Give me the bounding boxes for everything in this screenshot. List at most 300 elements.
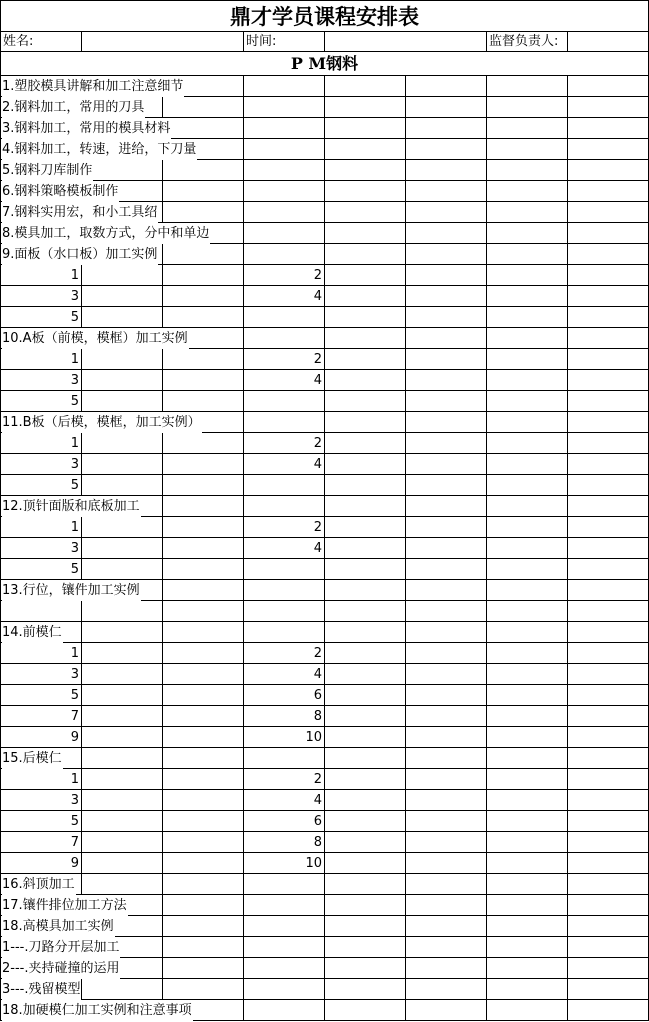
table-cell[interactable]	[325, 370, 406, 391]
table-cell[interactable]	[568, 979, 649, 1000]
table-cell[interactable]	[163, 601, 244, 622]
table-cell[interactable]	[325, 244, 406, 265]
table-cell[interactable]	[568, 139, 649, 160]
table-row	[0, 958, 649, 979]
table-cell[interactable]	[325, 454, 406, 475]
table-cell[interactable]	[487, 202, 568, 223]
table-cell[interactable]	[487, 769, 568, 790]
table-cell[interactable]	[244, 559, 325, 580]
table-cell[interactable]	[325, 895, 406, 916]
table-cell[interactable]	[82, 349, 163, 370]
table-cell[interactable]	[406, 223, 487, 244]
table-cell[interactable]	[244, 601, 325, 622]
table-cell[interactable]	[406, 454, 487, 475]
table-cell[interactable]	[568, 874, 649, 895]
table-cell[interactable]	[244, 622, 325, 643]
table-cell[interactable]	[325, 727, 406, 748]
table-cell[interactable]	[406, 118, 487, 139]
table-cell[interactable]	[244, 139, 325, 160]
course-item-label: 10.A板（前模，模框）加工实例	[2, 328, 189, 349]
table-cell[interactable]	[406, 412, 487, 433]
table-cell[interactable]	[163, 97, 244, 118]
table-cell[interactable]	[163, 202, 244, 223]
table-cell[interactable]	[568, 328, 649, 349]
table-cell[interactable]	[406, 643, 487, 664]
table-cell[interactable]	[568, 433, 649, 454]
table-cell[interactable]	[487, 853, 568, 874]
table-cell[interactable]	[325, 160, 406, 181]
table-cell[interactable]	[568, 685, 649, 706]
table-cell[interactable]	[406, 517, 487, 538]
table-cell[interactable]	[244, 76, 325, 97]
table-cell[interactable]	[487, 412, 568, 433]
table-cell[interactable]	[325, 538, 406, 559]
table-cell[interactable]	[325, 265, 406, 286]
table-cell[interactable]	[568, 664, 649, 685]
table-cell[interactable]	[82, 706, 163, 727]
table-cell[interactable]	[568, 895, 649, 916]
table-cell[interactable]	[568, 643, 649, 664]
table-cell[interactable]	[568, 202, 649, 223]
table-cell[interactable]	[244, 895, 325, 916]
section-title: P M钢料	[0, 52, 649, 76]
table-cell[interactable]	[487, 391, 568, 412]
table-cell[interactable]	[406, 391, 487, 412]
table-cell[interactable]	[163, 895, 244, 916]
table-row	[0, 118, 649, 139]
sheet-title: 鼎才学员课程安排表	[0, 0, 649, 31]
table-cell[interactable]	[568, 622, 649, 643]
table-cell[interactable]	[568, 580, 649, 601]
table-cell[interactable]	[325, 916, 406, 937]
table-cell[interactable]	[163, 916, 244, 937]
table-cell[interactable]	[325, 664, 406, 685]
table-cell[interactable]	[325, 496, 406, 517]
table-cell[interactable]	[406, 580, 487, 601]
table-cell[interactable]	[325, 601, 406, 622]
table-cell[interactable]	[244, 916, 325, 937]
table-cell[interactable]	[487, 160, 568, 181]
table-cell[interactable]	[163, 979, 244, 1000]
table-cell[interactable]	[487, 643, 568, 664]
table-cell[interactable]	[163, 349, 244, 370]
table-cell[interactable]	[406, 328, 487, 349]
table-cell[interactable]	[325, 181, 406, 202]
table-cell[interactable]	[487, 517, 568, 538]
table-cell[interactable]	[568, 790, 649, 811]
table-cell[interactable]	[406, 622, 487, 643]
table-cell[interactable]	[244, 181, 325, 202]
table-cell[interactable]	[487, 433, 568, 454]
table-cell[interactable]	[406, 937, 487, 958]
table-cell[interactable]	[406, 307, 487, 328]
table-cell[interactable]	[487, 118, 568, 139]
table-cell[interactable]	[325, 748, 406, 769]
table-cell[interactable]	[244, 202, 325, 223]
table-cell[interactable]	[82, 790, 163, 811]
table-cell[interactable]	[82, 559, 163, 580]
table-cell[interactable]	[487, 475, 568, 496]
table-cell[interactable]	[163, 685, 244, 706]
table-cell[interactable]	[406, 265, 487, 286]
table-cell[interactable]	[568, 538, 649, 559]
table-cell[interactable]	[568, 1000, 649, 1021]
table-cell[interactable]	[163, 454, 244, 475]
table-cell[interactable]	[82, 664, 163, 685]
table-cell[interactable]	[406, 97, 487, 118]
table-cell[interactable]	[82, 538, 163, 559]
table-cell[interactable]	[406, 769, 487, 790]
table-cell[interactable]	[406, 790, 487, 811]
table-cell[interactable]	[163, 391, 244, 412]
table-cell[interactable]	[82, 832, 163, 853]
table-cell[interactable]	[568, 307, 649, 328]
table-cell[interactable]	[406, 76, 487, 97]
table-cell[interactable]	[487, 370, 568, 391]
table-cell[interactable]	[406, 475, 487, 496]
table-row	[0, 160, 649, 181]
table-cell[interactable]	[568, 412, 649, 433]
table-cell[interactable]	[82, 307, 163, 328]
table-cell[interactable]	[82, 370, 163, 391]
table-cell[interactable]	[487, 496, 568, 517]
table-cell[interactable]	[163, 706, 244, 727]
supervisor-label-cell	[487, 32, 568, 52]
table-cell[interactable]	[82, 727, 163, 748]
table-cell[interactable]	[163, 244, 244, 265]
table-cell[interactable]	[406, 748, 487, 769]
table-cell[interactable]	[82, 265, 163, 286]
table-cell[interactable]	[325, 475, 406, 496]
table-cell[interactable]	[163, 769, 244, 790]
table-cell[interactable]	[325, 685, 406, 706]
table-cell[interactable]	[568, 97, 649, 118]
course-item-label: 18.加硬模仁加工实例和注意事项	[2, 1000, 193, 1021]
table-cell[interactable]	[487, 748, 568, 769]
table-cell[interactable]	[163, 160, 244, 181]
table-cell[interactable]	[325, 853, 406, 874]
table-cell[interactable]	[163, 265, 244, 286]
table-cell[interactable]	[244, 391, 325, 412]
table-cell[interactable]	[487, 307, 568, 328]
table-cell[interactable]	[82, 454, 163, 475]
table-cell[interactable]	[325, 832, 406, 853]
table-cell[interactable]	[487, 706, 568, 727]
table-cell[interactable]	[325, 874, 406, 895]
table-cell[interactable]	[568, 265, 649, 286]
table-cell[interactable]	[406, 895, 487, 916]
table-cell[interactable]	[325, 958, 406, 979]
table-cell[interactable]	[487, 895, 568, 916]
table-cell[interactable]	[487, 244, 568, 265]
table-cell[interactable]	[325, 559, 406, 580]
table-cell[interactable]	[487, 916, 568, 937]
table-cell[interactable]	[82, 874, 163, 895]
table-cell[interactable]	[568, 811, 649, 832]
table-cell[interactable]	[406, 1000, 487, 1021]
table-cell[interactable]	[568, 727, 649, 748]
table-cell[interactable]	[244, 223, 325, 244]
table-cell[interactable]	[568, 937, 649, 958]
table-cell[interactable]	[163, 811, 244, 832]
table-cell[interactable]	[244, 748, 325, 769]
table-cell[interactable]	[568, 496, 649, 517]
table-cell[interactable]	[406, 244, 487, 265]
table-cell[interactable]	[82, 748, 163, 769]
table-cell[interactable]	[163, 559, 244, 580]
table-cell[interactable]	[568, 475, 649, 496]
table-cell[interactable]	[406, 139, 487, 160]
table-cell[interactable]	[0, 601, 82, 622]
table-cell[interactable]	[163, 790, 244, 811]
table-cell[interactable]	[244, 97, 325, 118]
table-cell[interactable]	[163, 937, 244, 958]
table-cell[interactable]	[163, 118, 244, 139]
table-cell[interactable]	[325, 580, 406, 601]
table-cell[interactable]	[568, 223, 649, 244]
supervisor-value-cell[interactable]	[568, 32, 649, 52]
table-cell[interactable]	[244, 1000, 325, 1021]
table-cell[interactable]	[487, 265, 568, 286]
table-cell[interactable]	[568, 454, 649, 475]
lesson-number-even: 2	[313, 352, 322, 367]
table-cell[interactable]	[487, 958, 568, 979]
table-cell[interactable]	[568, 748, 649, 769]
table-cell[interactable]	[244, 580, 325, 601]
table-cell[interactable]	[82, 769, 163, 790]
table-cell[interactable]	[325, 139, 406, 160]
table-cell[interactable]	[82, 391, 163, 412]
table-cell[interactable]	[325, 790, 406, 811]
table-cell[interactable]	[487, 580, 568, 601]
table-cell[interactable]	[568, 181, 649, 202]
table-cell[interactable]	[163, 307, 244, 328]
table-cell[interactable]	[325, 286, 406, 307]
table-cell[interactable]	[568, 559, 649, 580]
table-cell[interactable]	[487, 538, 568, 559]
table-cell[interactable]	[163, 664, 244, 685]
table-cell[interactable]	[406, 496, 487, 517]
lesson-number-even: 10	[305, 730, 322, 745]
table-cell[interactable]	[244, 412, 325, 433]
table-cell[interactable]	[82, 601, 163, 622]
table-cell[interactable]	[244, 244, 325, 265]
table-cell[interactable]	[568, 244, 649, 265]
table-cell[interactable]	[82, 433, 163, 454]
table-cell[interactable]	[325, 811, 406, 832]
table-cell[interactable]	[325, 706, 406, 727]
table-cell[interactable]	[568, 76, 649, 97]
table-cell[interactable]	[406, 370, 487, 391]
table-cell[interactable]	[568, 370, 649, 391]
table-cell[interactable]	[406, 181, 487, 202]
table-cell[interactable]	[244, 307, 325, 328]
table-cell[interactable]	[325, 643, 406, 664]
table-cell[interactable]	[82, 811, 163, 832]
table-cell[interactable]	[406, 832, 487, 853]
table-cell[interactable]	[487, 286, 568, 307]
table-cell[interactable]	[163, 832, 244, 853]
table-cell[interactable]	[82, 685, 163, 706]
table-cell[interactable]	[163, 727, 244, 748]
table-cell[interactable]	[244, 979, 325, 1000]
table-cell[interactable]	[406, 433, 487, 454]
lesson-number-even: 2	[313, 646, 322, 661]
table-cell[interactable]	[325, 97, 406, 118]
lesson-number-even: 10	[305, 856, 322, 871]
table-cell[interactable]	[163, 475, 244, 496]
table-cell[interactable]	[406, 916, 487, 937]
table-cell[interactable]	[325, 76, 406, 97]
table-cell[interactable]	[244, 328, 325, 349]
table-cell[interactable]	[325, 979, 406, 1000]
table-cell[interactable]	[325, 412, 406, 433]
table-cell[interactable]	[244, 874, 325, 895]
table-cell[interactable]	[325, 328, 406, 349]
table-cell[interactable]	[568, 286, 649, 307]
table-cell[interactable]	[406, 349, 487, 370]
table-cell[interactable]	[82, 979, 163, 1000]
table-cell[interactable]	[163, 622, 244, 643]
table-cell[interactable]	[325, 118, 406, 139]
table-cell[interactable]	[325, 223, 406, 244]
table-row	[0, 370, 649, 391]
table-cell[interactable]	[325, 349, 406, 370]
table-cell[interactable]	[568, 160, 649, 181]
table-cell[interactable]	[244, 118, 325, 139]
table-cell[interactable]	[163, 958, 244, 979]
table-cell[interactable]	[568, 517, 649, 538]
table-cell[interactable]	[325, 202, 406, 223]
table-cell[interactable]	[487, 1000, 568, 1021]
table-cell[interactable]	[325, 1000, 406, 1021]
table-cell[interactable]	[487, 874, 568, 895]
table-cell[interactable]	[568, 769, 649, 790]
table-cell[interactable]	[568, 118, 649, 139]
table-cell[interactable]	[244, 958, 325, 979]
table-row	[0, 874, 649, 895]
table-cell[interactable]	[163, 496, 244, 517]
table-cell[interactable]	[487, 790, 568, 811]
table-cell[interactable]	[163, 370, 244, 391]
table-row	[0, 265, 649, 286]
table-cell[interactable]	[163, 538, 244, 559]
table-cell[interactable]	[568, 391, 649, 412]
table-cell[interactable]	[487, 937, 568, 958]
table-cell[interactable]	[406, 202, 487, 223]
table-cell[interactable]	[406, 559, 487, 580]
table-cell[interactable]	[82, 643, 163, 664]
table-cell[interactable]	[325, 937, 406, 958]
table-cell[interactable]	[487, 685, 568, 706]
table-cell[interactable]	[163, 874, 244, 895]
table-cell[interactable]	[487, 664, 568, 685]
table-cell[interactable]	[487, 349, 568, 370]
table-cell[interactable]	[163, 748, 244, 769]
table-cell[interactable]	[325, 517, 406, 538]
course-item-label: 11.B板（后模，模框，加工实例）	[2, 412, 202, 433]
table-cell[interactable]	[487, 454, 568, 475]
table-cell[interactable]	[568, 706, 649, 727]
table-cell[interactable]	[568, 832, 649, 853]
table-cell[interactable]	[406, 664, 487, 685]
table-cell[interactable]	[325, 622, 406, 643]
table-cell[interactable]	[568, 916, 649, 937]
table-cell[interactable]	[487, 223, 568, 244]
table-cell[interactable]	[568, 601, 649, 622]
table-cell[interactable]	[82, 622, 163, 643]
table-cell[interactable]	[406, 811, 487, 832]
lesson-number-even: 4	[313, 373, 322, 388]
table-cell[interactable]	[163, 286, 244, 307]
table-cell[interactable]	[163, 580, 244, 601]
table-cell[interactable]	[406, 601, 487, 622]
table-cell[interactable]	[163, 517, 244, 538]
table-cell[interactable]	[244, 496, 325, 517]
table-cell[interactable]	[487, 181, 568, 202]
table-cell[interactable]	[325, 769, 406, 790]
course-item-label: 1.塑胶模具讲解和加工注意细节	[2, 76, 184, 97]
name-value-cell[interactable]	[82, 32, 244, 52]
table-row	[0, 1000, 649, 1021]
table-cell[interactable]	[244, 475, 325, 496]
table-cell[interactable]	[487, 811, 568, 832]
table-cell[interactable]	[325, 391, 406, 412]
table-cell[interactable]	[406, 160, 487, 181]
table-cell[interactable]	[244, 937, 325, 958]
table-cell[interactable]	[406, 979, 487, 1000]
table-cell[interactable]	[406, 727, 487, 748]
table-cell[interactable]	[163, 181, 244, 202]
lesson-number-odd: 3	[70, 457, 79, 472]
table-cell[interactable]	[487, 139, 568, 160]
table-cell[interactable]	[487, 76, 568, 97]
table-cell[interactable]	[568, 853, 649, 874]
table-cell[interactable]	[406, 853, 487, 874]
table-cell[interactable]	[82, 475, 163, 496]
table-cell[interactable]	[568, 349, 649, 370]
table-cell[interactable]	[406, 286, 487, 307]
course-item-label: 3---.残留模型	[2, 979, 81, 1000]
table-cell[interactable]	[568, 958, 649, 979]
table-cell[interactable]	[82, 853, 163, 874]
table-cell[interactable]	[163, 853, 244, 874]
table-cell[interactable]	[406, 874, 487, 895]
table-cell[interactable]	[487, 97, 568, 118]
table-cell[interactable]	[82, 160, 163, 181]
table-cell[interactable]	[487, 622, 568, 643]
time-value-cell[interactable]	[325, 32, 487, 52]
table-cell[interactable]	[82, 286, 163, 307]
table-cell[interactable]	[487, 727, 568, 748]
table-row	[0, 895, 649, 916]
table-cell[interactable]	[244, 160, 325, 181]
table-cell[interactable]	[487, 832, 568, 853]
table-cell[interactable]	[487, 559, 568, 580]
table-cell[interactable]	[487, 328, 568, 349]
table-cell[interactable]	[487, 601, 568, 622]
table-cell[interactable]	[406, 685, 487, 706]
table-cell[interactable]	[406, 958, 487, 979]
table-cell[interactable]	[82, 517, 163, 538]
table-cell[interactable]	[406, 538, 487, 559]
table-cell[interactable]	[406, 706, 487, 727]
table-cell[interactable]	[487, 979, 568, 1000]
table-cell[interactable]	[325, 433, 406, 454]
table-cell[interactable]	[163, 433, 244, 454]
table-cell[interactable]	[325, 307, 406, 328]
table-cell[interactable]	[163, 643, 244, 664]
